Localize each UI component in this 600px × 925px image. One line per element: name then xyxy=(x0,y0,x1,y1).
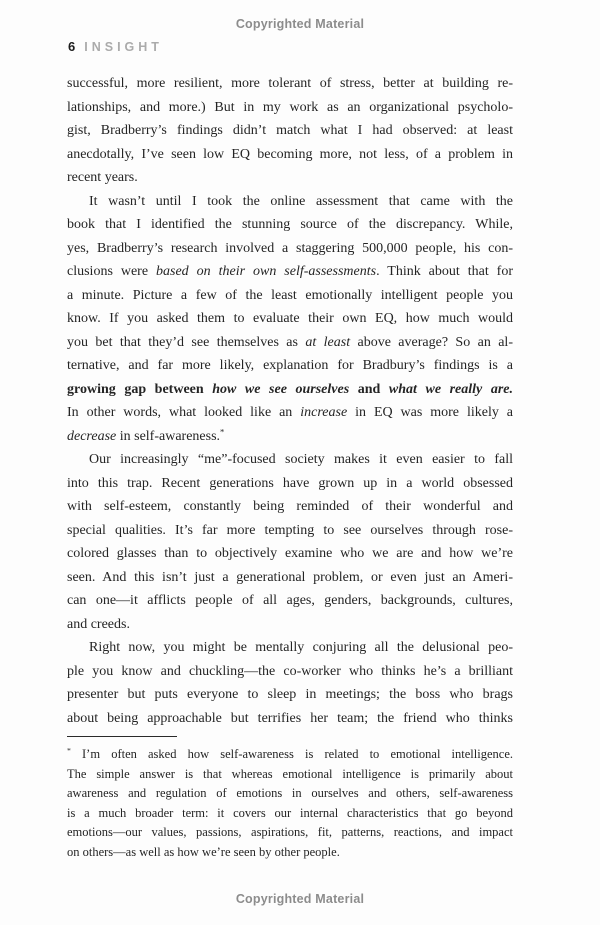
text-segment: awareness and regulation of emotions in ourselves and others, self-awareness xyxy=(67,786,513,800)
text-segment: seen. And this isn’t just a generational problem, or even just an Ameri- xyxy=(67,569,513,585)
text-segment: decrease xyxy=(67,428,117,444)
text-segment: successful, more resilient, more tolerant of stress, better at building re- xyxy=(67,76,513,91)
body-line xyxy=(67,260,513,284)
text-segment: colored glasses than to objectively examine who we are and how we’re xyxy=(67,546,513,561)
text-segment: It wasn’t until I took the online assessment that came with the xyxy=(89,193,513,209)
footnote-marker: * xyxy=(67,745,71,755)
text-segment: at least xyxy=(305,334,351,350)
body-line xyxy=(67,472,513,496)
body-text xyxy=(67,72,513,730)
body-line xyxy=(67,660,513,684)
text-segment: clusions were xyxy=(67,264,157,279)
text-segment: you bet that they’d see themselves as xyxy=(67,334,306,350)
text-segment: know. If you asked them to evaluate their own EQ, how much would xyxy=(67,311,513,326)
body-line xyxy=(67,354,513,378)
page-number: 6 xyxy=(68,39,76,54)
body-line xyxy=(67,683,513,707)
text-segment: . Think about that for xyxy=(376,264,514,279)
footnote-line xyxy=(67,804,513,824)
body-line xyxy=(67,566,513,590)
text-segment: Our increasingly “me”-focused society makes it even easier to fall xyxy=(89,452,513,467)
text-segment: about being approachable but terrifies her team; the friend who thinks xyxy=(67,710,513,726)
body-line xyxy=(67,589,513,613)
body-line xyxy=(67,707,513,731)
body-line xyxy=(67,96,513,120)
footnote-marker: * xyxy=(220,425,225,436)
text-segment: lationships, and more.) But in my work as an organizational psycholo- xyxy=(67,99,513,115)
body-line xyxy=(67,425,513,449)
text-segment: Right now, you might be mentally conjuring all the delusional peo- xyxy=(89,640,513,655)
body-line xyxy=(67,542,513,566)
text-segment: into this trap. Recent generations have grown up in a world obsessed xyxy=(67,475,513,491)
text-segment: In other words, what looked like an xyxy=(67,405,301,420)
text-segment: yes, Bradberry’s research involved a staggering 500,000 people, his con- xyxy=(67,240,513,256)
page-header xyxy=(68,38,163,56)
body-line xyxy=(67,307,513,331)
body-line xyxy=(67,519,513,543)
text-segment: anecdotally, I’ve seen low EQ becoming more, not less, of a problem in xyxy=(67,146,513,162)
body-line xyxy=(67,166,513,190)
text-segment: with self-esteem, constantly being reminded of their wonderful and xyxy=(67,499,513,514)
text-segment: special qualities. It’s far more tempting to see ourselves through rose- xyxy=(67,522,513,538)
body-line xyxy=(67,119,513,143)
body-line xyxy=(67,448,513,472)
text-segment: what we really are. xyxy=(388,381,513,397)
body-line xyxy=(67,72,513,96)
body-line xyxy=(67,237,513,261)
body-line xyxy=(67,378,513,402)
running-title: INSIGHT xyxy=(84,40,163,54)
text-segment: ple you know and chuckling—the co-worker who thinks he’s a brilliant xyxy=(67,663,513,679)
text-segment: can one—it afflicts people of all ages, genders, backgrounds, cultures, xyxy=(67,593,513,608)
body-line xyxy=(67,143,513,167)
copyright-notice-bottom: Copyrighted Material xyxy=(235,892,365,906)
text-segment: presenter but puts everyone to sleep in meetings; the boss who brags xyxy=(67,687,513,702)
text-segment: emotions—our values, passions, aspirations, fit, patterns, reactions, and impact xyxy=(67,825,513,839)
text-segment: based on their own self-assessments xyxy=(156,264,377,279)
text-segment: The simple answer is that whereas emotional intelligence is primarily about xyxy=(67,766,513,781)
footnote-line xyxy=(67,843,513,863)
body-line xyxy=(67,213,513,237)
text-segment: increase xyxy=(300,405,348,420)
body-line xyxy=(67,636,513,660)
copyright-notice-top: Copyrighted Material xyxy=(235,17,365,31)
body-line xyxy=(67,331,513,355)
text-segment: and creeds. xyxy=(67,616,130,632)
text-segment: growing gap between xyxy=(67,381,213,397)
text-segment: is a much broader term: it covers our internal characteristics that go beyond xyxy=(67,805,513,820)
footnote-text xyxy=(67,745,513,862)
text-segment: in self-awareness. xyxy=(116,428,221,444)
body-line xyxy=(67,495,513,519)
body-line xyxy=(67,613,513,637)
footnote-line xyxy=(67,765,513,785)
body-line xyxy=(67,401,513,425)
footnote-rule xyxy=(67,736,177,737)
text-segment: gist, Bradberry’s findings didn’t match what I had observed: at least xyxy=(67,123,513,138)
text-segment: how we see ourselves xyxy=(212,381,350,397)
text-segment: recent years. xyxy=(67,170,138,185)
text-segment: I’m often asked how self-awareness is related to emotional intelligence. xyxy=(70,747,513,761)
text-segment: a minute. Picture a few of the least emotionally intelligent people you xyxy=(67,287,513,303)
text-segment: on others—as well as how we’re seen by other people. xyxy=(67,844,340,859)
body-line xyxy=(67,190,513,214)
text-segment: in EQ was more likely a xyxy=(347,405,513,420)
footnote-line xyxy=(67,784,513,804)
footnote-line xyxy=(67,745,513,765)
text-segment: ternative, and far more likely, explanation for Bradbury’s findings is a xyxy=(67,358,513,373)
footnote-section xyxy=(67,736,513,862)
footnote-line xyxy=(67,823,513,843)
text-segment: book that I identified the stunning source of the discrepancy. While, xyxy=(67,217,513,232)
body-line xyxy=(67,284,513,308)
text-segment: and xyxy=(349,381,389,397)
text-segment: above average? So an al- xyxy=(350,334,513,350)
